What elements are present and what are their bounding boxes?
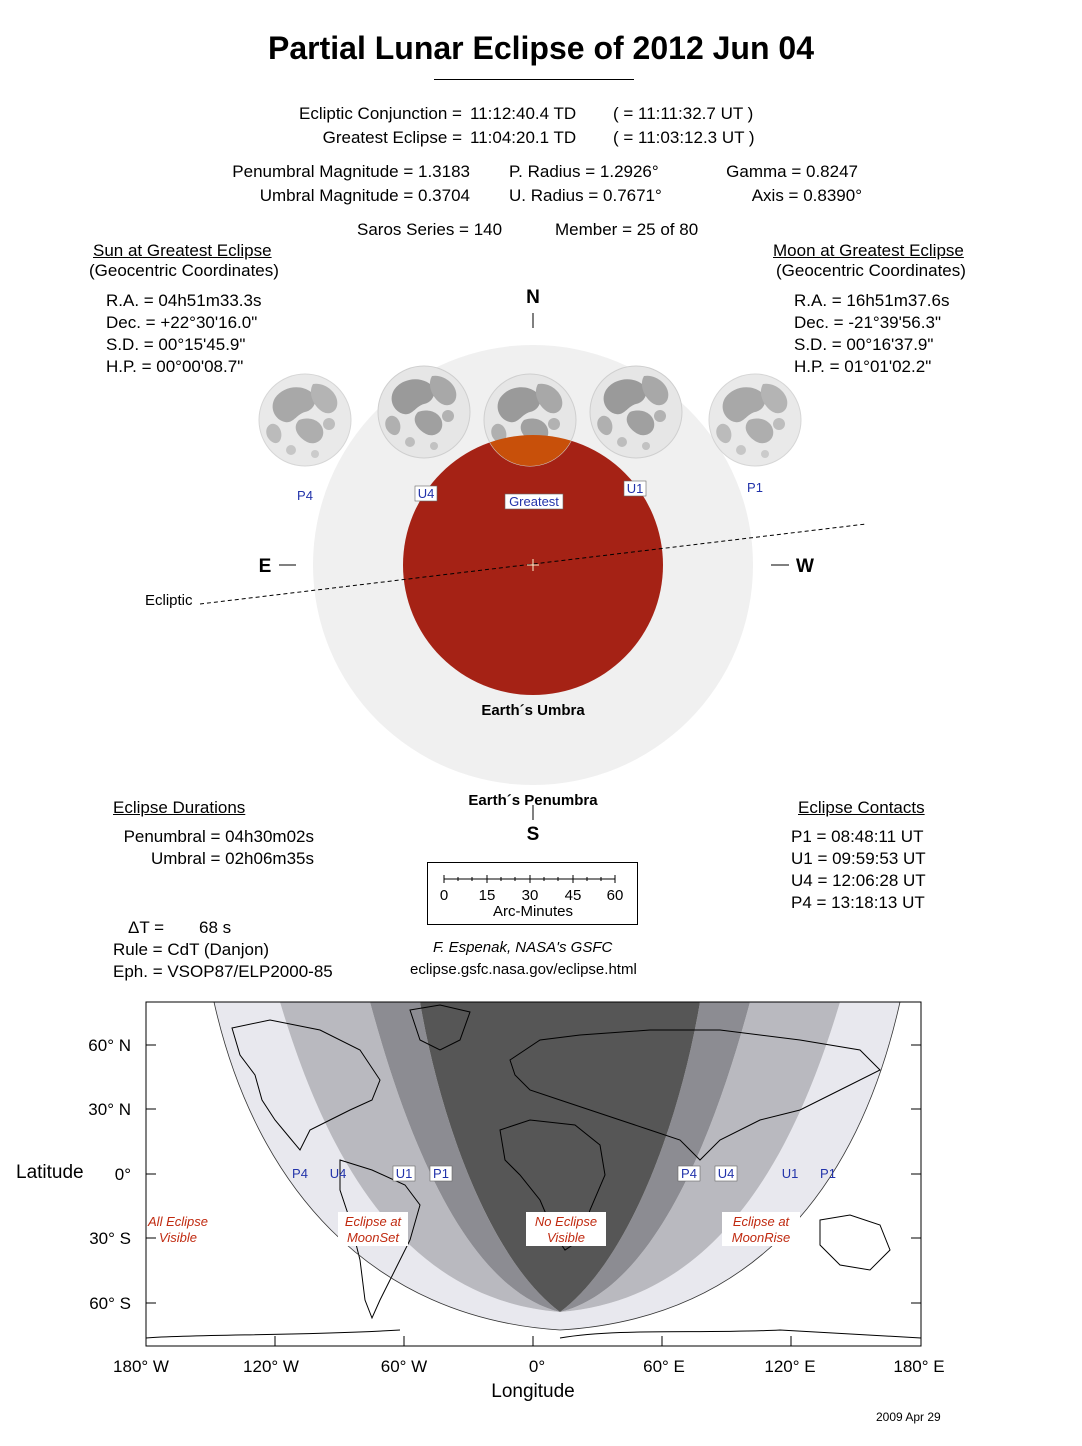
delta-t-value: 68 s [199, 918, 232, 937]
lon-tick-60e: 60° E [643, 1357, 685, 1376]
penumbra-label: Earth´s Penumbra [468, 792, 598, 809]
penumbral-magnitude: Penumbral Magnitude = 1.3183 [232, 162, 470, 181]
ephemeris-text: Eph. = VSOP87/ELP2000-85 [113, 962, 333, 981]
scale-tick-30: 30 [521, 887, 539, 904]
visibility-map [0, 995, 1082, 1415]
page-title: Partial Lunar Eclipse of 2012 Jun 04 [268, 30, 814, 66]
moon-u4 [378, 366, 470, 458]
sun-subheading: (Geocentric Coordinates) [89, 261, 279, 280]
greatest-label: Greatest Eclipse = [322, 128, 462, 147]
eclipse-diagram [0, 280, 1082, 840]
moon-sd: S.D. = 00°16'37.9" [794, 335, 934, 354]
zone-all-line1: All Eclipse [148, 1214, 208, 1229]
penumbral-duration: Penumbral = 04h30m02s [123, 827, 314, 846]
zone-moonrise-line1: Eclipse at [732, 1214, 790, 1229]
umbral-radius: U. Radius = 0.7671° [509, 186, 662, 205]
contact-label-greatest: Greatest [509, 494, 559, 509]
sun-hp: H.P. = 00°00'08.7" [106, 357, 244, 376]
rule-text: Rule = CdT (Danjon) [113, 940, 270, 959]
map-label-u4-east: U4 [717, 1166, 735, 1181]
moon-u1 [590, 366, 682, 458]
scale-label: Arc-Minutes [492, 903, 574, 920]
title-underline [434, 79, 634, 80]
zone-moonrise-line2: MoonRise [731, 1230, 791, 1245]
scale-tick-0: 0 [439, 887, 449, 904]
lon-tick-60w: 60° W [380, 1357, 428, 1376]
lat-tick-0: 0° [114, 1165, 131, 1184]
moon-hp: H.P. = 01°01'02.2" [794, 357, 932, 376]
arc-minute-scale [427, 862, 639, 926]
ecliptic-label: Ecliptic [145, 592, 193, 609]
umbral-magnitude: Umbral Magnitude = 0.3704 [259, 186, 470, 205]
lat-tick-30n: 30° N [88, 1100, 131, 1119]
contact-u1: U1 = 09:59:53 UT [791, 849, 926, 868]
lon-tick-120w: 120° W [243, 1357, 299, 1376]
map-label-p1-west: P1 [433, 1166, 449, 1181]
moon-heading: Moon at Greatest Eclipse [773, 241, 964, 260]
sun-heading: Sun at Greatest Eclipse [93, 241, 272, 260]
lon-tick-180e: 180° E [893, 1357, 945, 1376]
contact-label-u1: U1 [626, 481, 644, 496]
east-label: E [258, 556, 272, 577]
conjunction-label: Ecliptic Conjunction = [298, 104, 462, 123]
scale-tick-60: 60 [606, 887, 624, 904]
umbral-duration: Umbral = 02h06m35s [150, 849, 314, 868]
sun-sd: S.D. = 00°15'45.9" [106, 335, 246, 354]
version-date: 2009 Apr 29 [876, 1410, 941, 1424]
lat-tick-30s: 30° S [89, 1229, 131, 1248]
greatest-ut: ( = 11:03:12.3 UT ) [613, 128, 755, 147]
north-label: N [526, 287, 540, 308]
axis-value: Axis = 0.8390° [751, 186, 862, 205]
moon-p1 [709, 374, 801, 466]
conjunction-ut: ( = 11:11:32.7 UT ) [613, 104, 754, 123]
scale-tick-15: 15 [478, 887, 496, 904]
zone-moonset-line2: MoonSet [346, 1230, 400, 1245]
contacts-heading: Eclipse Contacts [798, 798, 925, 817]
delta-t-label: ΔT = [128, 918, 165, 937]
lon-tick-120e: 120° E [764, 1357, 816, 1376]
zone-none-line2: Visible [546, 1230, 586, 1245]
moon-ra: R.A. = 16h51m37.6s [794, 291, 950, 310]
map-label-p4-east: P4 [681, 1166, 697, 1181]
lon-tick-0: 0° [528, 1357, 546, 1376]
longitude-title: Longitude [491, 1381, 575, 1402]
moon-p4 [259, 374, 351, 466]
lon-tick-180w: 180° W [113, 1357, 169, 1376]
map-label-p1-east: P1 [820, 1166, 836, 1181]
penumbral-radius: P. Radius = 1.2926° [509, 162, 659, 181]
saros-member: Member = 25 of 80 [555, 220, 699, 239]
lat-tick-60s: 60° S [89, 1294, 131, 1313]
gamma-value: Gamma = 0.8247 [726, 162, 858, 181]
url-text: eclipse.gsfc.nasa.gov/eclipse.html [410, 961, 637, 978]
map-label-p4-west: P4 [292, 1166, 308, 1181]
west-label: W [796, 556, 814, 577]
moon-subheading: (Geocentric Coordinates) [776, 261, 966, 280]
scale-tick-45: 45 [564, 887, 582, 904]
contact-label-p4: P4 [297, 488, 313, 503]
map-label-u4-west: U4 [329, 1166, 347, 1181]
greatest-td: 11:04:20.1 TD [470, 128, 577, 147]
map-label-u1-east: U1 [781, 1166, 799, 1181]
sun-dec: Dec. = +22°30'16.0" [106, 313, 258, 332]
latitude-title: Latitude [16, 1162, 84, 1183]
contact-label-p1: P1 [747, 480, 763, 495]
zone-none-line1: No Eclipse [534, 1214, 598, 1229]
contact-p1: P1 = 08:48:11 UT [791, 827, 924, 846]
contact-label-u4: U4 [417, 486, 435, 501]
map-label-u1-west: U1 [395, 1166, 413, 1181]
zone-moonset-line1: Eclipse at [344, 1214, 402, 1229]
lat-tick-60n: 60° N [88, 1036, 131, 1055]
contact-p4: P4 = 13:18:13 UT [791, 893, 925, 912]
credit-text: F. Espenak, NASA's GSFC [433, 939, 613, 956]
durations-heading: Eclipse Durations [113, 798, 246, 817]
zone-all-line2: Visible [158, 1230, 198, 1245]
contact-u4: U4 = 12:06:28 UT [791, 871, 926, 890]
south-label: S [526, 824, 540, 840]
saros-series: Saros Series = 140 [357, 220, 503, 239]
moon-dec: Dec. = -21°39'56.3" [794, 313, 941, 332]
conjunction-td: 11:12:40.4 TD [470, 104, 577, 123]
sun-ra: R.A. = 04h51m33.3s [106, 291, 262, 310]
umbra-label: Earth´s Umbra [481, 702, 585, 719]
